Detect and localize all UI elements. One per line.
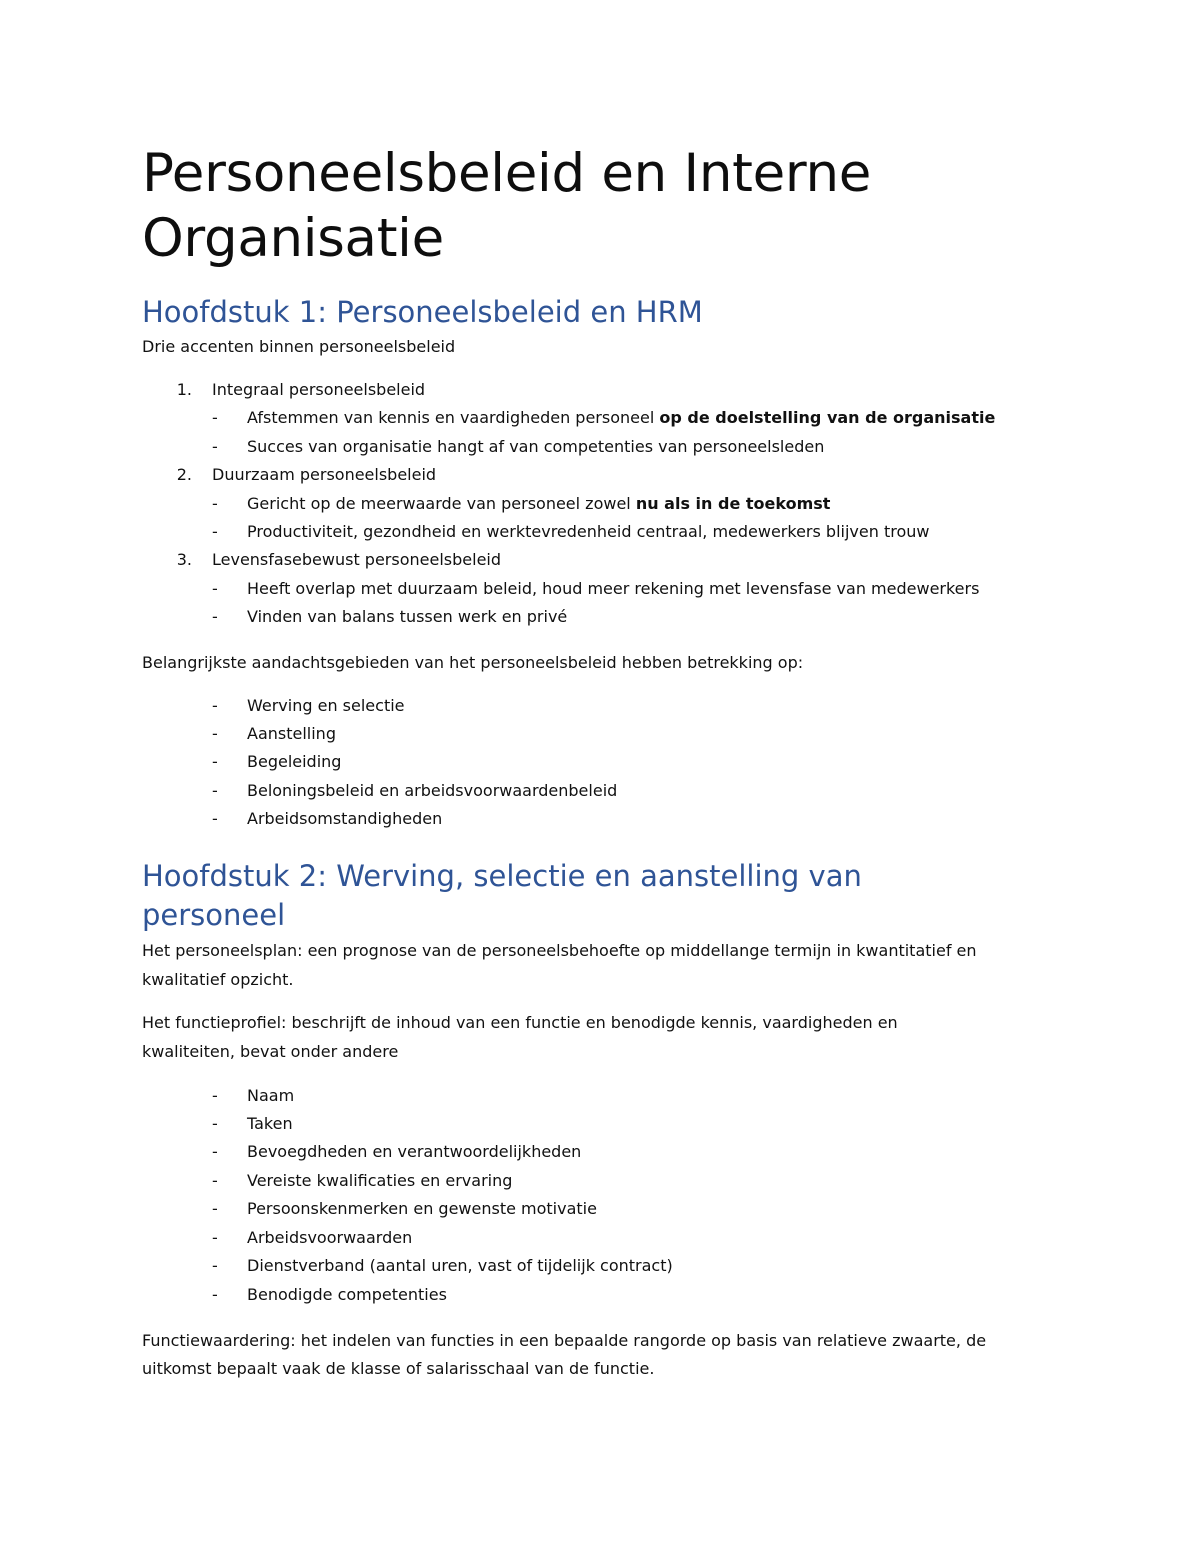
personnel-plan-line-2: kwalitatief opzicht. (142, 970, 294, 989)
sub-list-item: Gericht op de meerwaarde van personeel zowel nu als in de toekomst (247, 494, 831, 513)
sub-list-item: Afstemmen van kennis en vaardigheden personeel op de doelstelling van de organisatie (247, 408, 996, 427)
list-number: 3. (176, 550, 192, 569)
list-item: Dienstverband (aantal uren, vast of tijdelijk contract) (247, 1256, 673, 1275)
bullet-dash: - (212, 1171, 218, 1190)
list-item: Beloningsbeleid en arbeidsvoorwaardenbeleid (247, 781, 618, 800)
function-profile-line-2: kwaliteiten, bevat onder andere (142, 1042, 399, 1061)
list-item: Vereiste kwalificaties en ervaring (247, 1171, 513, 1190)
bullet-dash: - (212, 781, 218, 800)
list-item: Duurzaam personeelsbeleid (212, 465, 437, 484)
bullet-dash: - (212, 1142, 218, 1161)
list-item: Persoonskenmerken en gewenste motivatie (247, 1199, 597, 1218)
list-number: 1. (176, 380, 192, 399)
bullet-dash: - (212, 1256, 218, 1275)
sub-list-item: Vinden van balans tussen werk en privé (247, 607, 568, 626)
chapter-2-heading-line-1: Hoofdstuk 2: Werving, selectie en aanstelling van (142, 859, 862, 893)
list-item: Begeleiding (247, 752, 342, 771)
list-item: Levensfasebewust personeelsbeleid (212, 550, 502, 569)
list-item: Naam (247, 1086, 295, 1105)
bullet-dash: - (212, 752, 218, 771)
document-title-line-1: Personeelsbeleid en Interne (142, 143, 872, 204)
bullet-dash: - (212, 809, 218, 828)
list-number: 2. (176, 465, 192, 484)
bullet-dash: - (212, 579, 218, 598)
list-item: Arbeidsvoorwaarden (247, 1228, 413, 1247)
list-item: Bevoegdheden en verantwoordelijkheden (247, 1142, 582, 1161)
list-item: Arbeidsomstandigheden (247, 809, 443, 828)
bullet-dash: - (212, 494, 218, 513)
bullet-dash: - (212, 1114, 218, 1133)
bullet-dash: - (212, 1228, 218, 1247)
bullet-dash: - (212, 724, 218, 743)
function-profile-line-1: Het functieprofiel: beschrijft de inhoud van een functie en benodigde kennis, vaardigheden en (142, 1013, 898, 1032)
sub-list-item: Succes van organisatie hangt af van competenties van personeelsleden (247, 437, 825, 456)
bullet-dash: - (212, 437, 218, 456)
bullet-dash: - (212, 607, 218, 626)
chapter-1-intro: Drie accenten binnen personeelsbeleid (142, 337, 456, 356)
bullet-dash: - (212, 522, 218, 541)
list-item: Taken (247, 1114, 293, 1133)
bullet-dash: - (212, 696, 218, 715)
function-valuation-line-1: Functiewaardering: het indelen van functies in een bepaalde rangorde op basis van relatieve zwaarte, de (142, 1331, 987, 1350)
sub-list-item: Heeft overlap met duurzaam beleid, houd meer rekening met levensfase van medewerkers (247, 579, 980, 598)
bullet-dash: - (212, 1199, 218, 1218)
document-title-line-2: Organisatie (142, 208, 444, 269)
areas-intro: Belangrijkste aandachtsgebieden van het personeelsbeleid hebben betrekking op: (142, 653, 804, 672)
chapter-1-heading: Hoofdstuk 1: Personeelsbeleid en HRM (142, 295, 703, 329)
chapter-2-heading-line-2: personeel (142, 898, 286, 932)
sub-list-item: Productiviteit, gezondheid en werktevredenheid centraal, medewerkers blijven trouw (247, 522, 930, 541)
personnel-plan-line-1: Het personeelsplan: een prognose van de personeelsbehoefte op middellange termijn in kwantitatief en (142, 941, 977, 960)
list-item: Benodigde competenties (247, 1285, 447, 1304)
function-valuation-line-2: uitkomst bepaalt vaak de klasse of salarisschaal van de functie. (142, 1359, 655, 1378)
bullet-dash: - (212, 1086, 218, 1105)
bullet-dash: - (212, 408, 218, 427)
list-item: Werving en selectie (247, 696, 405, 715)
list-item: Aanstelling (247, 724, 336, 743)
bullet-dash: - (212, 1285, 218, 1304)
list-item: Integraal personeelsbeleid (212, 380, 426, 399)
